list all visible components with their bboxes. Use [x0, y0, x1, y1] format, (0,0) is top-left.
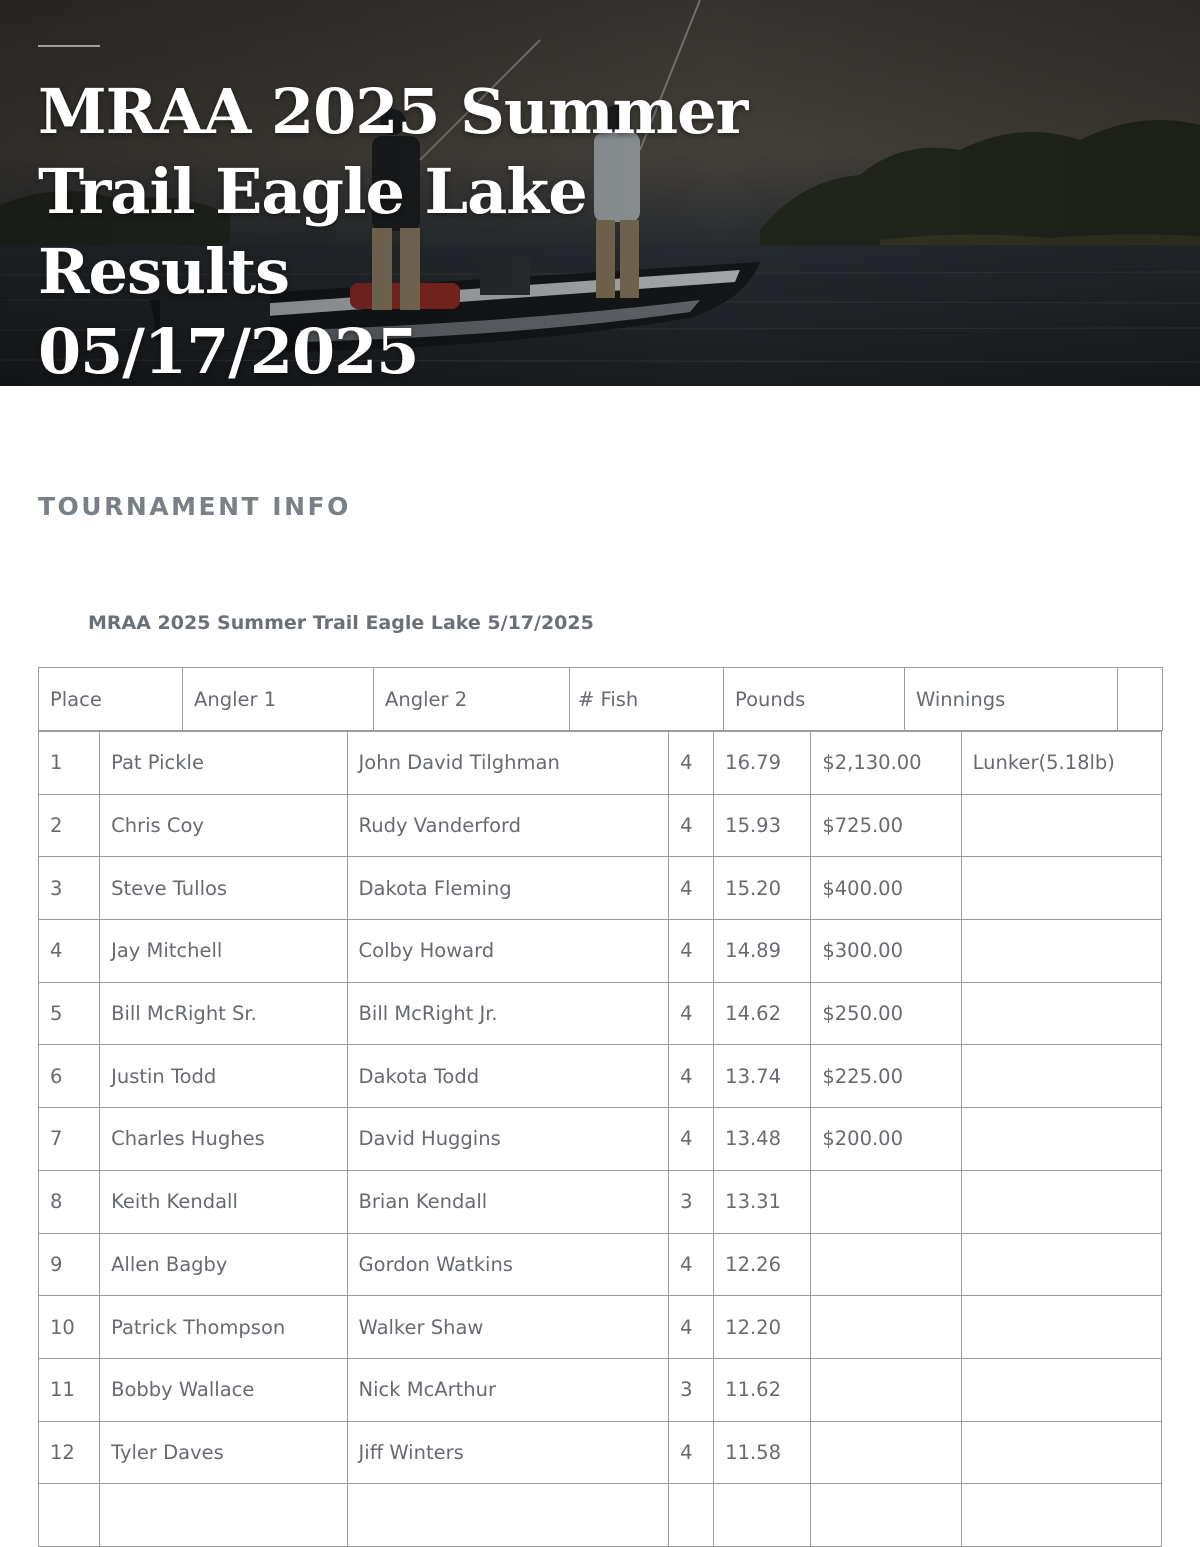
angler-1-cell: Patrick Thompson [100, 1296, 347, 1359]
note-cell: Lunker(5.18lb) [961, 732, 1161, 795]
results-table-body [39, 732, 1162, 1547]
pounds-cell: 14.62 [714, 982, 811, 1045]
angler-1-cell: Jay Mitchell [100, 920, 347, 983]
place-cell: 11 [39, 1358, 100, 1421]
angler-2-cell [347, 1484, 669, 1547]
results-caption: MRAA 2025 Summer Trail Eagle Lake 5/17/2025 [88, 612, 594, 634]
pounds-cell: 13.74 [714, 1045, 811, 1108]
angler-2-cell: Nick McArthur [347, 1358, 669, 1421]
angler-2-cell: Brian Kendall [347, 1170, 669, 1233]
table-row [39, 920, 1162, 983]
winnings-cell: $725.00 [811, 794, 961, 857]
pounds-cell: 16.79 [714, 732, 811, 795]
winnings-cell: $200.00 [811, 1108, 961, 1171]
angler-2-cell: Dakota Fleming [347, 857, 669, 920]
angler-1-cell: Steve Tullos [100, 857, 347, 920]
winnings-cell: $225.00 [811, 1045, 961, 1108]
table-row [39, 732, 1162, 795]
fish-count-cell: 4 [669, 1296, 714, 1359]
hero-banner [0, 0, 1200, 386]
winnings-cell [811, 1170, 961, 1233]
table-row [39, 794, 1162, 857]
page-title: MRAA 2025 Summer Trail Eagle Lake Results 05/17/2025 [38, 75, 748, 386]
angler-1-cell: Pat Pickle [100, 732, 347, 795]
table-row [39, 982, 1162, 1045]
results-table [38, 731, 1162, 1547]
angler-2-cell: John David Tilghman [347, 732, 669, 795]
pounds-cell: 15.93 [714, 794, 811, 857]
winnings-cell: $250.00 [811, 982, 961, 1045]
pounds-cell: 11.62 [714, 1358, 811, 1421]
fish-count-cell [669, 1484, 714, 1547]
pounds-cell: 12.26 [714, 1233, 811, 1296]
place-cell: 5 [39, 982, 100, 1045]
fish-count-cell: 4 [669, 732, 714, 795]
place-cell: 10 [39, 1296, 100, 1359]
note-cell [961, 1233, 1161, 1296]
fish-count-cell: 4 [669, 1421, 714, 1484]
header-fish-count: # Fish [570, 668, 724, 731]
angler-1-cell [100, 1484, 347, 1547]
pounds-cell [714, 1484, 811, 1547]
angler-2-cell: Bill McRight Jr. [347, 982, 669, 1045]
fish-count-cell: 3 [669, 1170, 714, 1233]
fish-count-cell: 4 [669, 794, 714, 857]
angler-2-cell: Rudy Vanderford [347, 794, 669, 857]
note-cell [961, 1421, 1161, 1484]
place-cell: 2 [39, 794, 100, 857]
header-extra [1118, 668, 1163, 731]
table-row [39, 1421, 1162, 1484]
winnings-cell: $2,130.00 [811, 732, 961, 795]
table-row [39, 1045, 1162, 1108]
pounds-cell: 11.58 [714, 1421, 811, 1484]
table-row [39, 1233, 1162, 1296]
pounds-cell: 13.48 [714, 1108, 811, 1171]
note-cell [961, 1170, 1161, 1233]
results-table-header [38, 667, 1163, 731]
pounds-cell: 12.20 [714, 1296, 811, 1359]
angler-1-cell: Tyler Daves [100, 1421, 347, 1484]
note-cell [961, 794, 1161, 857]
angler-1-cell: Bobby Wallace [100, 1358, 347, 1421]
angler-2-cell: David Huggins [347, 1108, 669, 1171]
winnings-cell [811, 1421, 961, 1484]
place-cell: 8 [39, 1170, 100, 1233]
fish-count-cell: 4 [669, 920, 714, 983]
note-cell [961, 857, 1161, 920]
table-row [39, 1296, 1162, 1359]
table-row [39, 1108, 1162, 1171]
place-cell: 3 [39, 857, 100, 920]
place-cell [39, 1484, 100, 1547]
header-winnings: Winnings [905, 668, 1118, 731]
fish-count-cell: 4 [669, 1045, 714, 1108]
angler-1-cell: Justin Todd [100, 1045, 347, 1108]
header-angler-1: Angler 1 [183, 668, 374, 731]
pounds-cell: 15.20 [714, 857, 811, 920]
angler-1-cell: Keith Kendall [100, 1170, 347, 1233]
header-pounds: Pounds [724, 668, 905, 731]
header-row [39, 668, 1163, 731]
angler-2-cell: Gordon Watkins [347, 1233, 669, 1296]
place-cell: 7 [39, 1108, 100, 1171]
hero-divider [38, 45, 100, 47]
place-cell: 4 [39, 920, 100, 983]
winnings-cell [811, 1484, 961, 1547]
note-cell [961, 1358, 1161, 1421]
angler-2-cell: Dakota Todd [347, 1045, 669, 1108]
fish-count-cell: 4 [669, 1108, 714, 1171]
angler-2-cell: Colby Howard [347, 920, 669, 983]
pounds-cell: 14.89 [714, 920, 811, 983]
winnings-cell [811, 1233, 961, 1296]
angler-1-cell: Charles Hughes [100, 1108, 347, 1171]
note-cell [961, 1296, 1161, 1359]
note-cell [961, 1045, 1161, 1108]
table-row [39, 857, 1162, 920]
fish-count-cell: 3 [669, 1358, 714, 1421]
winnings-cell: $300.00 [811, 920, 961, 983]
place-cell: 12 [39, 1421, 100, 1484]
pounds-cell: 13.31 [714, 1170, 811, 1233]
place-cell: 6 [39, 1045, 100, 1108]
winnings-cell: $400.00 [811, 857, 961, 920]
place-cell: 9 [39, 1233, 100, 1296]
note-cell [961, 1108, 1161, 1171]
fish-count-cell: 4 [669, 982, 714, 1045]
table-row [39, 1358, 1162, 1421]
place-cell: 1 [39, 732, 100, 795]
angler-2-cell: Jiff Winters [347, 1421, 669, 1484]
table-row [39, 1170, 1162, 1233]
angler-1-cell: Allen Bagby [100, 1233, 347, 1296]
note-cell [961, 920, 1161, 983]
angler-1-cell: Bill McRight Sr. [100, 982, 347, 1045]
angler-2-cell: Walker Shaw [347, 1296, 669, 1359]
note-cell [961, 1484, 1161, 1547]
winnings-cell [811, 1358, 961, 1421]
fish-count-cell: 4 [669, 1233, 714, 1296]
header-place: Place [39, 668, 183, 731]
fish-count-cell: 4 [669, 857, 714, 920]
section-heading: TOURNAMENT INFO [38, 492, 351, 521]
angler-1-cell: Chris Coy [100, 794, 347, 857]
note-cell [961, 982, 1161, 1045]
header-angler-2: Angler 2 [374, 668, 570, 731]
winnings-cell [811, 1296, 961, 1359]
table-row [39, 1484, 1162, 1547]
